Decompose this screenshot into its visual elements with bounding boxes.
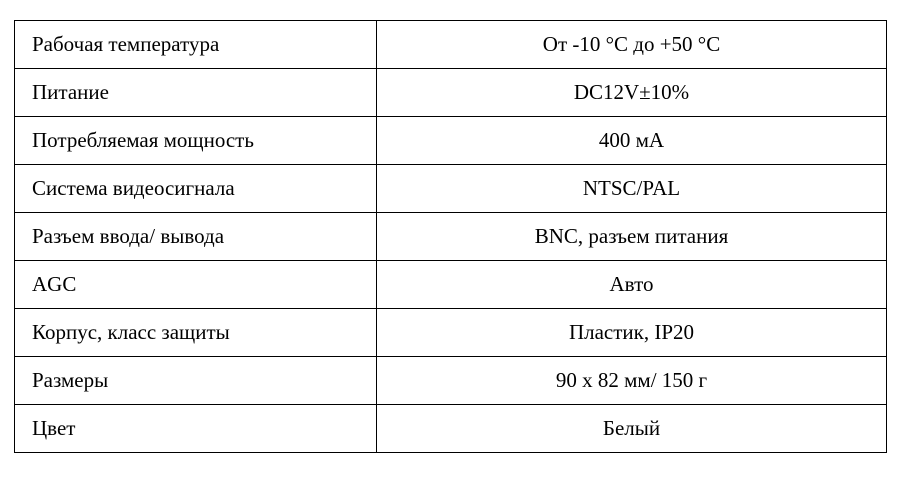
spec-parameter: Рабочая температура [15, 21, 377, 69]
spec-value: DC12V±10% [377, 69, 887, 117]
table-row [15, 261, 887, 309]
spec-parameter: Корпус, класс защиты [15, 309, 377, 357]
spec-parameter: Цвет [15, 405, 377, 453]
spec-value: Белый [377, 405, 887, 453]
spec-parameter: Разъем ввода/ вывода [15, 213, 377, 261]
table-row [15, 165, 887, 213]
table-row [15, 21, 887, 69]
spec-value: Пластик, IP20 [377, 309, 887, 357]
spec-value: NTSC/PAL [377, 165, 887, 213]
spec-value: От -10 °С до +50 °С [377, 21, 887, 69]
specifications-table [14, 20, 887, 453]
spec-parameter: Питание [15, 69, 377, 117]
table-row [15, 213, 887, 261]
spec-parameter: Потребляемая мощность [15, 117, 377, 165]
table-row [15, 117, 887, 165]
spec-value: BNC, разъем питания [377, 213, 887, 261]
table-row [15, 69, 887, 117]
spec-parameter: Размеры [15, 357, 377, 405]
table-row [15, 309, 887, 357]
spec-value: 400 мА [377, 117, 887, 165]
spec-parameter: AGC [15, 261, 377, 309]
table-row [15, 405, 887, 453]
spec-parameter: Система видеосигнала [15, 165, 377, 213]
table-row [15, 357, 887, 405]
spec-value: Авто [377, 261, 887, 309]
spec-value: 90 х 82 мм/ 150 г [377, 357, 887, 405]
